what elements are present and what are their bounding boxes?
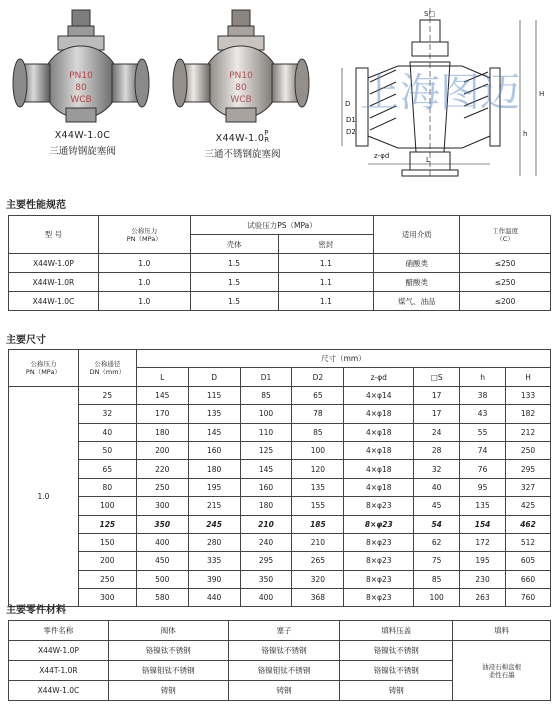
cell: 195	[460, 552, 506, 570]
cell: 145	[188, 423, 240, 441]
cell: 115	[188, 386, 240, 404]
performance-table	[8, 215, 551, 311]
cell: 100	[240, 405, 292, 423]
cell: 605	[506, 552, 551, 570]
cell: 铬镍钼钛不锈钢	[108, 661, 228, 681]
cell: 215	[188, 497, 240, 515]
header-temp	[460, 216, 551, 254]
table-row	[9, 460, 551, 478]
cell: 180	[240, 497, 292, 515]
cell: 28	[414, 441, 460, 459]
cell: 185	[292, 515, 344, 533]
cell: 45	[414, 497, 460, 515]
section-title-performance: 主要性能规范	[6, 200, 66, 211]
cell: 120	[292, 460, 344, 478]
cell: 100	[78, 497, 136, 515]
header-col-D: D	[188, 368, 240, 386]
table-row	[9, 515, 551, 533]
cell: 95	[460, 478, 506, 496]
cell: 铬镍钛不锈钢	[340, 641, 453, 661]
cell: 172	[460, 533, 506, 551]
cell: 62	[414, 533, 460, 551]
cell: 580	[136, 589, 188, 607]
cell: 38	[460, 386, 506, 404]
cell: 180	[188, 460, 240, 478]
dimension-table	[8, 349, 551, 607]
dim-label-h: h	[523, 130, 528, 138]
cell: 425	[506, 497, 551, 515]
cell: 462	[506, 515, 551, 533]
table-row	[9, 552, 551, 570]
cell: 220	[136, 460, 188, 478]
cell: 100	[292, 441, 344, 459]
header-shell: 壳体	[190, 235, 278, 254]
header-dn	[78, 350, 136, 387]
header-temp-unit: （C）	[496, 234, 514, 243]
cell: 150	[78, 533, 136, 551]
cell: 125	[240, 441, 292, 459]
cell: 295	[240, 552, 292, 570]
cell: 4×φ18	[344, 405, 414, 423]
cell: 1.0	[98, 273, 190, 292]
dim-label-D: D	[345, 100, 351, 108]
header-col-h: h	[460, 368, 506, 386]
table-row	[9, 386, 551, 404]
valve-section-drawing	[340, 6, 555, 181]
cell: 327	[506, 478, 551, 496]
cell: 1.1	[278, 273, 374, 292]
cell: 400	[136, 533, 188, 551]
cell: 50	[78, 441, 136, 459]
cell: 铬镍钛不锈钢	[108, 641, 228, 661]
cell: 1.1	[278, 254, 374, 273]
table-row	[9, 497, 551, 515]
cell: 54	[414, 515, 460, 533]
cell: X44W-1.0C	[9, 681, 109, 701]
badge-material: WCB	[70, 95, 92, 105]
cell: 4×φ18	[344, 423, 414, 441]
cell: 85	[292, 423, 344, 441]
valve-photo-stainless	[170, 4, 315, 128]
dim-label-s: S□	[424, 10, 436, 18]
table-row	[9, 570, 551, 588]
cell: 135	[292, 478, 344, 496]
cell: 145	[136, 386, 188, 404]
header-plug: 塞子	[228, 621, 340, 641]
cell: 75	[414, 552, 460, 570]
cell: 32	[78, 405, 136, 423]
cell: 250	[136, 478, 188, 496]
header-pn-label: 公称压力	[30, 359, 57, 368]
cell: 368	[292, 589, 344, 607]
cell: 760	[506, 589, 551, 607]
cell: 1.0	[98, 292, 190, 311]
cell: 24	[414, 423, 460, 441]
cell: 512	[506, 533, 551, 551]
table-header-row	[9, 350, 551, 368]
badge-size: 80	[235, 83, 247, 93]
header-body: 阀体	[108, 621, 228, 641]
badge-pn: PN10	[69, 71, 93, 81]
cell: 500	[136, 570, 188, 588]
cell: 4×φ18	[344, 478, 414, 496]
cell: 350	[240, 570, 292, 588]
cell: 铬镍钼钛不锈钢	[228, 661, 340, 681]
cell: 8×φ23	[344, 570, 414, 588]
cell: 212	[506, 423, 551, 441]
cell: 440	[188, 589, 240, 607]
cell: X44T-1.0R	[9, 661, 109, 681]
cell: 40	[414, 478, 460, 496]
cell: 200	[136, 441, 188, 459]
cell: 4×φ18	[344, 441, 414, 459]
cell: 32	[414, 460, 460, 478]
packing-cell: 油浸石棉盘根 柔性石墨	[453, 641, 551, 701]
cell: 245	[188, 515, 240, 533]
table-row	[9, 441, 551, 459]
cell: 85	[240, 386, 292, 404]
header-packing: 填料	[453, 621, 551, 641]
cell: 180	[136, 423, 188, 441]
watermark: 上海图迈	[360, 70, 520, 116]
cell: ≤200	[460, 292, 551, 311]
header-pn-label: 公称压力	[131, 226, 158, 235]
cell: 160	[188, 441, 240, 459]
product-name: 三通不锈钢旋塞阀	[204, 149, 281, 160]
cell: 154	[460, 515, 506, 533]
cell: 135	[460, 497, 506, 515]
header-gland: 填料压盖	[340, 621, 453, 641]
cell: 125	[78, 515, 136, 533]
cell: 4×φ18	[344, 460, 414, 478]
header-seal: 密封	[278, 235, 374, 254]
variant-r: R	[264, 136, 270, 144]
cell: 240	[240, 533, 292, 551]
header-pn-unit: PN（MPa）	[25, 367, 61, 376]
header-model: 型 号	[9, 216, 99, 254]
dim-label-H: H	[539, 90, 545, 98]
header-col-D2: D2	[292, 368, 344, 386]
product-model	[170, 130, 315, 144]
table-header-row	[9, 216, 551, 235]
cell: 210	[240, 515, 292, 533]
cell: ≤250	[460, 254, 551, 273]
cell: 135	[188, 405, 240, 423]
cell: 4×φ14	[344, 386, 414, 404]
header-col-D1: D1	[240, 368, 292, 386]
cell: 85	[414, 570, 460, 588]
cell: 铸钢	[340, 681, 453, 701]
badge-pn: PN10	[229, 71, 253, 81]
cell: 263	[460, 589, 506, 607]
cell: 450	[136, 552, 188, 570]
table-row	[9, 423, 551, 441]
header-pn-unit: PN（MPa）	[126, 234, 162, 243]
cell: 660	[506, 570, 551, 588]
cell: 65	[292, 386, 344, 404]
cell: 43	[460, 405, 506, 423]
cell: 133	[506, 386, 551, 404]
cell: 110	[240, 423, 292, 441]
cell: 76	[460, 460, 506, 478]
header-dn-label: 公称通径	[94, 359, 121, 368]
variant-p: P	[264, 129, 269, 137]
dim-label-D1: D1	[346, 116, 356, 124]
header-pn	[9, 350, 79, 387]
cell: 280	[188, 533, 240, 551]
cell: 145	[240, 460, 292, 478]
dim-label-zd: z-φd	[374, 152, 390, 160]
header-dn-unit: DN（mm）	[89, 367, 126, 376]
table-row	[9, 589, 551, 607]
table-row	[9, 273, 551, 292]
product-stainless	[170, 4, 315, 160]
cell: 230	[460, 570, 506, 588]
cell: 300	[78, 589, 136, 607]
material-table	[8, 620, 551, 701]
cell: 1.5	[190, 273, 278, 292]
cell: 390	[188, 570, 240, 588]
cell: 铬镍钛不锈钢	[228, 641, 340, 661]
cell: 78	[292, 405, 344, 423]
product-model-variants	[264, 130, 269, 144]
cell: 8×φ23	[344, 552, 414, 570]
cell: X44W-1.0P	[9, 254, 99, 273]
cell: 300	[136, 497, 188, 515]
cell: 182	[506, 405, 551, 423]
cell: 210	[292, 533, 344, 551]
cell: 1.1	[278, 292, 374, 311]
cell: 25	[78, 386, 136, 404]
cell: 160	[240, 478, 292, 496]
section-title-dimensions: 主要尺寸	[6, 335, 46, 346]
table-header-row	[9, 621, 551, 641]
table-row	[9, 478, 551, 496]
product-model-base: X44W-1.0	[215, 133, 265, 144]
cell: 250	[78, 570, 136, 588]
cell: 煤气、油品	[374, 292, 460, 311]
cell: 40	[78, 423, 136, 441]
cell: 400	[240, 589, 292, 607]
header-col-zd: z-φd	[344, 368, 414, 386]
table-row	[9, 405, 551, 423]
dim-label-D2: D2	[346, 128, 356, 136]
cell: 200	[78, 552, 136, 570]
header-temp-label: 工作温度	[492, 226, 519, 235]
cell: 硝酸类	[374, 254, 460, 273]
cell: 80	[78, 478, 136, 496]
product-model: X44W-1.0C	[54, 130, 111, 141]
badge-material: WCB	[230, 95, 252, 105]
cell: 350	[136, 515, 188, 533]
cell: 74	[460, 441, 506, 459]
cell: 8×φ23	[344, 589, 414, 607]
table-row	[9, 533, 551, 551]
valve-photo-cast-steel	[10, 4, 155, 128]
pn-value-cell: 1.0	[9, 386, 79, 607]
cell: 335	[188, 552, 240, 570]
section-title-materials: 主要零件材料	[6, 605, 66, 616]
header-col-H: H	[506, 368, 551, 386]
cell: 155	[292, 497, 344, 515]
cell: 100	[414, 589, 460, 607]
header-col-L: L	[136, 368, 188, 386]
cell: 8×φ23	[344, 533, 414, 551]
dim-label-L: L	[426, 156, 430, 164]
cell: ≤250	[460, 273, 551, 292]
cell: 醋酸类	[374, 273, 460, 292]
cell: X44W-1.0P	[9, 641, 109, 661]
cell: 铸钢	[108, 681, 228, 701]
product-header	[0, 0, 560, 185]
cell: 17	[414, 405, 460, 423]
dimension-table-body	[9, 386, 551, 607]
cell: 8×φ23	[344, 515, 414, 533]
cell: 1.5	[190, 292, 278, 311]
cell: 65	[78, 460, 136, 478]
cell: 320	[292, 570, 344, 588]
table-row	[9, 254, 551, 273]
cell: 295	[506, 460, 551, 478]
header-medium: 适用介质	[374, 216, 460, 254]
product-name: 三通铸钢旋塞阀	[49, 146, 116, 157]
badge-size: 80	[75, 83, 87, 93]
cell: 250	[506, 441, 551, 459]
cell: 铬镍钛不锈钢	[340, 661, 453, 681]
cell: 17	[414, 386, 460, 404]
cell: 8×φ23	[344, 497, 414, 515]
cell: 1.5	[190, 254, 278, 273]
product-cast-steel	[10, 4, 155, 157]
cell: X44W-1.0R	[9, 273, 99, 292]
cell: 铸钢	[228, 681, 340, 701]
cell: X44W-1.0C	[9, 292, 99, 311]
cell: 195	[188, 478, 240, 496]
header-part: 零件名称	[9, 621, 109, 641]
header-size: 尺寸（mm）	[136, 350, 550, 368]
cell: 265	[292, 552, 344, 570]
table-row	[9, 292, 551, 311]
cell: 1.0	[98, 254, 190, 273]
header-col-s: □S	[414, 368, 460, 386]
header-test-pressure: 试验压力PS（MPa）	[190, 216, 374, 235]
table-row	[9, 641, 551, 661]
header-pn	[98, 216, 190, 254]
cell: 55	[460, 423, 506, 441]
cell: 170	[136, 405, 188, 423]
